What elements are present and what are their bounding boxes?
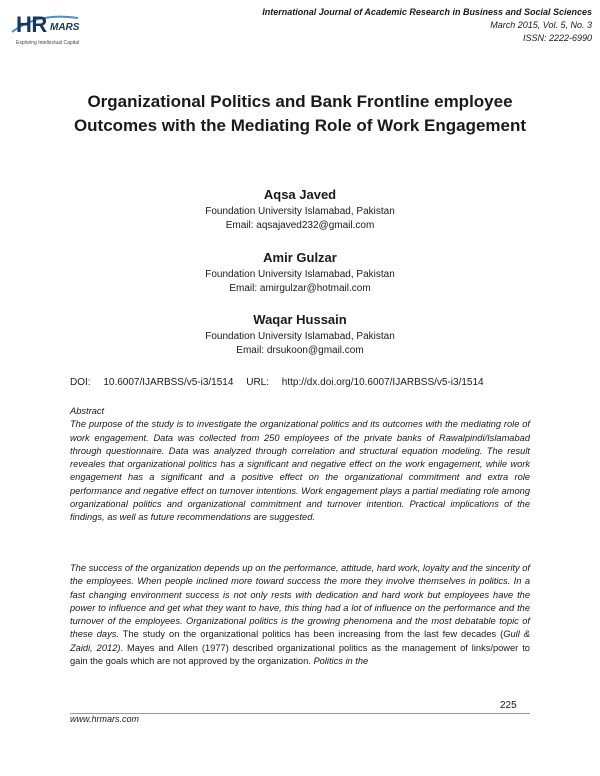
author-block <box>100 310 500 358</box>
author-affiliation: Foundation University Islamabad, Pakistan <box>205 206 395 217</box>
abstract-text: The purpose of the study is to investigate the organizational politics and its outcomes with the mediating role of work engagement. Data was collected from 250 employees of the private banks of Rawalpindi/Islamabad through questionnaire. Data was analyzed through correlation and structural equation modeling. The result reveales that organizational politics has a significant and negative effect on the work engagement, while work engagement has a significant and a positive effect on the organizational commitment and extra role performance and negative effect on turnover intentions. Work engagement plays a partial mediating role among organizational politics and organizational commitment and turnover intention. Practical implications of the findings, as well as future recommendations are suggested. <box>70 419 530 523</box>
doi-label: DOI: <box>70 377 91 388</box>
author-email: Email: drsukoon@gmail.com <box>236 345 364 356</box>
journal-header <box>192 6 592 45</box>
author-email: Email: amirgulzar@hotmail.com <box>229 283 371 294</box>
body-sentence: The study on the organizational politics has been increasing from the last few decades ( <box>122 629 504 640</box>
abstract <box>70 405 530 525</box>
intro-paragraph: The success of the organization depends up on the performance, attitude, hard work, loyalty and the sincerity of the employees. When people inclined more toward success the more they involve themselves in politics. In a fast changing environment success is not only rests with dedication and hard work but employees have the power to influence and get what they want to have, this thing had a lot of influence on the performance and the turnover of the employees. Organizational politics is the growing phenomena and the most debatable topic of these days. <box>70 563 530 640</box>
author-block <box>100 248 500 296</box>
doi-line <box>70 377 550 388</box>
logo-mars-text: MARS <box>50 22 80 33</box>
body-tail: Politics in the <box>313 656 369 667</box>
logo-tagline: Exploring Intellectual Capital <box>16 40 80 46</box>
body-text <box>70 562 530 668</box>
journal-name: International Journal of Academic Research in Business and Social Sciences <box>262 7 592 17</box>
author-name: Aqsa Javed <box>263 187 337 202</box>
journal-issn: ISSN: 2222-6990 <box>522 33 592 43</box>
body-sentence-continued: . Mayes and Allen (1977) described organizational politics as the management of links/power to gain the goals which are not approved by the organization. <box>70 642 530 667</box>
footer-url[interactable]: www.hrmars.com <box>70 714 140 724</box>
author-email: Email: aqsajaved232@gmail.com <box>225 220 375 231</box>
citation: Gull & Zaidi, 2012) <box>70 629 531 653</box>
doi-url-link[interactable]: http://dx.doi.org/10.6007/IJARBSS/v5-i3/1514 <box>281 377 484 388</box>
doi-value[interactable]: 10.6007/IJARBSS/v5-i3/1514 <box>103 377 234 388</box>
author-name: Amir Gulzar <box>263 250 337 265</box>
abstract-heading: Abstract <box>70 406 105 416</box>
logo-hr-text: HR <box>16 12 47 37</box>
journal-issue: March 2015, Vol. 5, No. 3 <box>490 20 592 30</box>
author-name: Waqar Hussain <box>253 312 347 327</box>
author-affiliation: Foundation University Islamabad, Pakistan <box>205 331 395 342</box>
author-affiliation: Foundation University Islamabad, Pakistan <box>205 269 395 280</box>
publisher-logo <box>8 10 158 50</box>
author-block <box>100 185 500 233</box>
page-number: 225 <box>500 700 517 711</box>
url-label: URL: <box>246 377 270 388</box>
paper-title: Organizational Politics and Bank Frontline employee Outcomes with the Mediating Role of Work Engagement <box>73 92 527 135</box>
